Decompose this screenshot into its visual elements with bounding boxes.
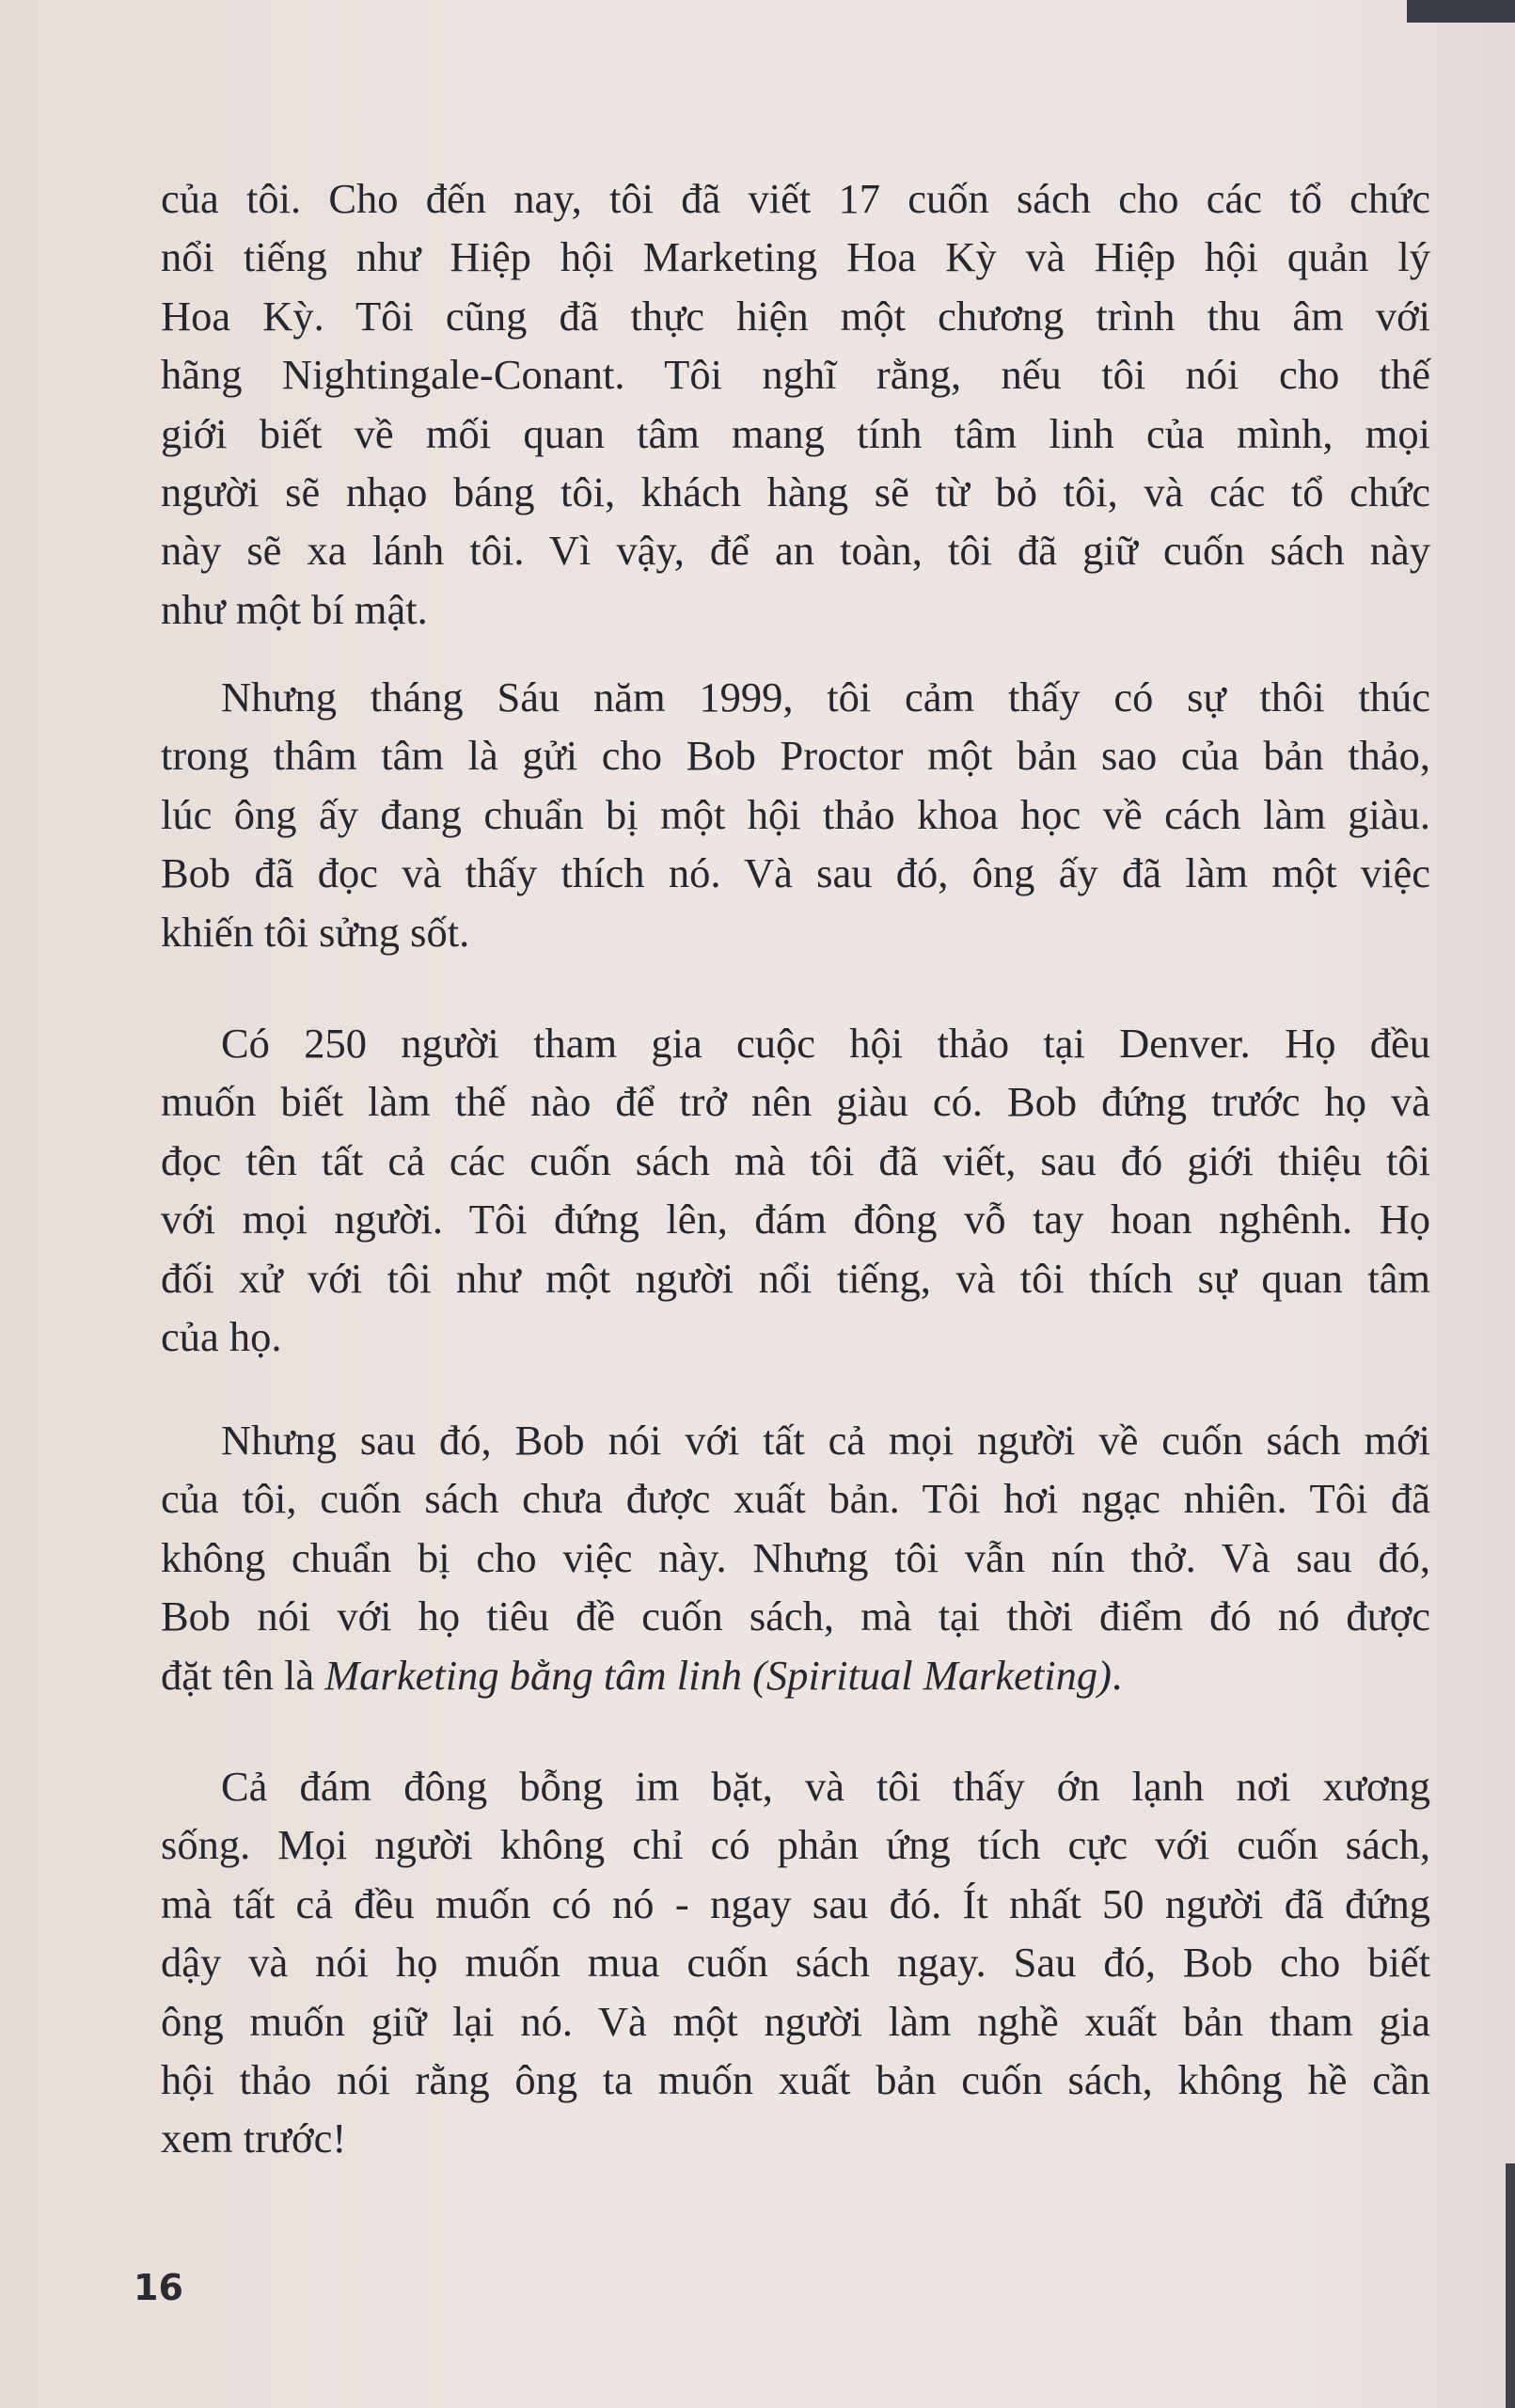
book-tab-edge: [1407, 0, 1515, 23]
text-line: trong thâm tâm là gửi cho Bob Proctor một bản sao của bản thảo,: [161, 732, 1430, 780]
text-line: muốn biết làm thế nào để trở nên giàu có. Bob đứng trước họ và: [161, 1078, 1430, 1126]
text-line: mà tất cả đều muốn có nó - ngay sau đó. Ít nhất 50 người đã đứng: [161, 1879, 1430, 1927]
text-line: của họ.: [161, 1313, 282, 1360]
text-line: với mọi người. Tôi đứng lên, đám đông vỗ tay hoan nghênh. Họ: [161, 1196, 1430, 1244]
book-cover-edge: [1506, 2163, 1515, 2408]
text-line: người sẽ nhạo báng tôi, khách hàng sẽ từ bỏ tôi, và các tổ chức: [161, 468, 1430, 515]
text-segment: đặt tên là: [161, 1651, 325, 1699]
text-line: của tôi, cuốn sách chưa được xuất bản. Tôi hơi ngạc nhiên. Tôi đã: [161, 1475, 1430, 1523]
text-line: hãng Nightingale-Conant. Tôi nghĩ rằng, nếu tôi nói cho thế: [161, 351, 1430, 399]
text-line: khiến tôi sửng sốt.: [161, 908, 470, 956]
text-line: [161, 1646, 1430, 1704]
book-title-italic: Marketing bằng tâm linh (Spiritual Marketing): [324, 1651, 1112, 1699]
text-line: ông muốn giữ lại nó. Và một người làm nghề xuất bản tham gia: [161, 1997, 1430, 2045]
text-line: này sẽ xa lánh tôi. Vì vậy, để an toàn, tôi đã giữ cuốn sách này: [161, 527, 1430, 575]
text-line: Bob nói với họ tiêu đề cuốn sách, mà tại thời điểm đó nó được: [161, 1592, 1430, 1640]
text-line: hội thảo nói rằng ông ta muốn xuất bản cuốn sách, không hề cần: [161, 2056, 1430, 2103]
text-line: Có 250 người tham gia cuộc hội thảo tại Denver. Họ đều: [221, 1020, 1430, 1067]
text-line: giới biết về mối quan tâm mang tính tâm linh của mình, mọi: [161, 409, 1430, 457]
text-line: xem trước!: [161, 2115, 347, 2162]
text-line: sống. Mọi người không chỉ có phản ứng tích cực với cuốn sách,: [161, 1821, 1430, 1869]
text-line: Cả đám đông bỗng im bặt, và tôi thấy ớn lạnh nơi xương: [221, 1763, 1430, 1810]
text-line: lúc ông ấy đang chuẩn bị một hội thảo khoa học về cách làm giàu.: [161, 790, 1430, 838]
text-line: Bob đã đọc và thấy thích nó. Và sau đó, ông ấy đã làm một việc: [161, 849, 1430, 897]
text-line: của tôi. Cho đến nay, tôi đã viết 17 cuốn sách cho các tổ chức: [161, 175, 1430, 222]
text-line: nổi tiếng như Hiệp hội Marketing Hoa Kỳ và Hiệp hội quản lý: [161, 233, 1430, 281]
text-segment: .: [1111, 1651, 1123, 1699]
text-line: Nhưng sau đó, Bob nói với tất cả mọi người về cuốn sách mới: [221, 1417, 1430, 1464]
text-line: như một bí mật.: [161, 585, 428, 633]
text-line: không chuẩn bị cho việc này. Nhưng tôi vẫn nín thở. Và sau đó,: [161, 1533, 1430, 1581]
page-number: 16: [134, 2267, 183, 2308]
text-line: Hoa Kỳ. Tôi cũng đã thực hiện một chương trình thu âm với: [161, 292, 1430, 340]
text-line: Nhưng tháng Sáu năm 1999, tôi cảm thấy có sự thôi thúc: [221, 673, 1430, 721]
text-line: đọc tên tất cả các cuốn sách mà tôi đã viết, sau đó giới thiệu tôi: [161, 1136, 1430, 1184]
text-line: dậy và nói họ muốn mua cuốn sách ngay. Sau đó, Bob cho biết: [161, 1939, 1430, 1987]
text-line: đối xử với tôi như một người nổi tiếng, và tôi thích sự quan tâm: [161, 1254, 1430, 1302]
